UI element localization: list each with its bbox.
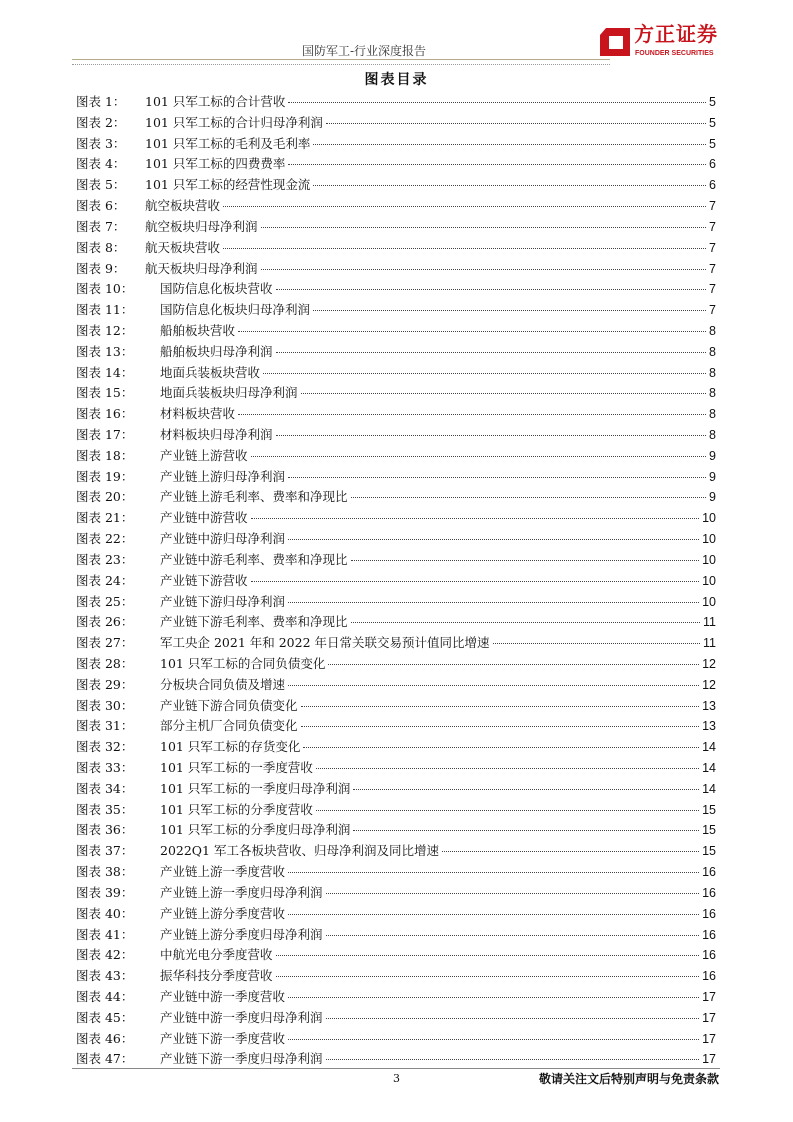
toc-entry[interactable] bbox=[76, 364, 716, 385]
dot-leader bbox=[288, 164, 706, 165]
toc-entry-label: 图表 46： bbox=[76, 1030, 134, 1046]
toc-entry-title: 101 只军工标的一季度营收 bbox=[160, 760, 313, 775]
toc-entry-title: 产业链中游归母净利润 bbox=[160, 531, 286, 547]
toc-entry[interactable] bbox=[76, 863, 716, 884]
toc-entry-label: 图表 20： bbox=[76, 489, 134, 505]
toc-entry-label: 图表 36： bbox=[76, 822, 134, 838]
toc-entry-label: 图表 22： bbox=[76, 531, 134, 547]
dot-leader bbox=[288, 685, 699, 686]
toc-entry-label: 图表 29： bbox=[76, 676, 134, 692]
toc-entry-label: 图表 34： bbox=[76, 780, 134, 796]
toc-entry-page: 14 bbox=[702, 781, 716, 796]
toc-entry-label: 图表 25： bbox=[76, 593, 134, 609]
toc-entry[interactable] bbox=[76, 447, 716, 468]
toc-entry-page: 10 bbox=[702, 511, 716, 526]
toc-entry-label: 图表 8： bbox=[76, 239, 126, 255]
toc-entry-title: 分板块合同负债及增速 bbox=[160, 676, 286, 692]
dot-leader bbox=[301, 706, 700, 707]
toc-entry-page: 9 bbox=[709, 469, 716, 484]
toc-entry-page: 13 bbox=[702, 698, 716, 713]
dot-leader bbox=[351, 622, 701, 623]
toc-entry-label: 图表 2： bbox=[76, 114, 126, 130]
toc-entry-title: 军工央企 2021 年和 2022 年日常关联交易预计值同比增速 bbox=[160, 635, 490, 651]
toc-entry-title: 产业链中游毛利率、费率和净现比 bbox=[160, 551, 348, 567]
toc-entry-page: 13 bbox=[702, 719, 716, 734]
toc-entry-page: 16 bbox=[702, 927, 716, 942]
toc-entry-label: 图表 3： bbox=[76, 135, 126, 151]
toc-entry-title: 101 只军工标的经营性现金流 bbox=[145, 177, 311, 193]
dot-leader bbox=[326, 123, 706, 124]
toc-entry[interactable] bbox=[76, 593, 716, 614]
toc-entry[interactable] bbox=[76, 842, 716, 863]
toc-entry-title: 产业链上游分季度营收 bbox=[160, 905, 286, 921]
toc-entry-label: 图表 16： bbox=[76, 406, 134, 422]
toc-entry[interactable] bbox=[76, 468, 716, 489]
dot-leader bbox=[223, 248, 706, 249]
toc-entry-page: 8 bbox=[709, 386, 716, 401]
dot-leader bbox=[288, 1039, 699, 1040]
toc-entry-label: 图表 17： bbox=[76, 427, 134, 442]
toc-entry[interactable] bbox=[76, 218, 716, 239]
toc-entry[interactable] bbox=[76, 738, 716, 759]
toc-entry[interactable] bbox=[76, 697, 716, 718]
dot-leader bbox=[251, 518, 700, 519]
toc-entry-title: 101 只军工标的分季度营收 bbox=[160, 801, 313, 817]
toc-entry-page: 16 bbox=[702, 865, 716, 880]
toc-entry-label: 图表 24： bbox=[76, 572, 134, 588]
toc-entry-label: 图表 23： bbox=[76, 551, 134, 567]
dot-leader bbox=[276, 289, 707, 290]
toc-entry-title: 船舶板块归母净利润 bbox=[160, 343, 273, 359]
dot-leader bbox=[288, 872, 699, 873]
logo-en-text: FOUNDER SECURITIES bbox=[635, 50, 714, 57]
toc-entry-page: 15 bbox=[702, 802, 716, 817]
toc-entry[interactable] bbox=[76, 114, 716, 135]
toc-entry-title: 101 只军工标的存货变化 bbox=[160, 739, 301, 755]
toc-entry[interactable] bbox=[76, 926, 716, 947]
toc-entry-label: 图表 27： bbox=[76, 635, 134, 651]
toc-entry-page: 8 bbox=[709, 323, 716, 338]
toc-entry-page: 10 bbox=[702, 552, 716, 567]
toc-entry-label: 图表 11： bbox=[76, 302, 134, 318]
toc-entry-title: 国防信息化板块营收 bbox=[160, 281, 273, 297]
dot-leader bbox=[303, 747, 699, 748]
toc-entry-page: 8 bbox=[709, 365, 716, 380]
toc-entry[interactable] bbox=[76, 93, 716, 114]
toc-entry-page: 10 bbox=[702, 573, 716, 588]
toc-entry-page: 10 bbox=[702, 532, 716, 547]
toc-entry-label: 图表 5： bbox=[76, 177, 126, 193]
dot-leader bbox=[313, 144, 706, 145]
toc-entry-page: 9 bbox=[709, 448, 716, 463]
toc-entry-title: 产业链下游一季度归母净利润 bbox=[160, 1051, 323, 1067]
toc-entry[interactable] bbox=[76, 1009, 716, 1030]
toc-entry-title: 产业链上游分季度归母净利润 bbox=[160, 926, 323, 942]
dot-leader bbox=[238, 414, 706, 415]
toc-entry[interactable] bbox=[76, 967, 716, 988]
dot-leader bbox=[493, 643, 700, 644]
dot-leader bbox=[276, 352, 707, 353]
toc-entry-title: 产业链下游毛利率、费率和净现比 bbox=[160, 614, 348, 630]
dot-leader bbox=[288, 997, 699, 998]
toc-entry[interactable] bbox=[76, 280, 716, 301]
toc-entry-label: 图表 14： bbox=[76, 364, 134, 380]
toc-entry-label: 图表 35： bbox=[76, 801, 134, 817]
toc-entry-title: 航天板块营收 bbox=[145, 239, 221, 255]
toc-entry[interactable] bbox=[76, 322, 716, 343]
toc-entry-page: 8 bbox=[709, 407, 716, 422]
dot-leader bbox=[261, 269, 707, 270]
toc-entry[interactable] bbox=[76, 530, 716, 551]
toc-entry-page: 7 bbox=[709, 261, 716, 276]
toc-entry[interactable] bbox=[76, 343, 716, 364]
toc-entry-label: 图表 33： bbox=[76, 760, 134, 775]
dot-leader bbox=[326, 935, 700, 936]
toc-entry-title: 产业链上游一季度归母净利润 bbox=[160, 884, 323, 900]
toc-entry-title: 国防信息化板块归母净利润 bbox=[160, 302, 311, 318]
toc-entry-page: 11 bbox=[703, 636, 716, 651]
dot-leader bbox=[263, 373, 706, 374]
toc-entry[interactable] bbox=[76, 613, 716, 634]
dot-leader bbox=[313, 310, 706, 311]
toc-entry-label: 图表 1： bbox=[76, 94, 126, 109]
toc-entry-title: 产业链中游营收 bbox=[160, 510, 248, 526]
toc-entry-page: 16 bbox=[702, 969, 716, 984]
toc-entry[interactable] bbox=[76, 405, 716, 426]
toc-entry-title: 产业链下游营收 bbox=[160, 572, 248, 588]
toc-entry[interactable] bbox=[76, 717, 716, 738]
dot-leader bbox=[276, 955, 700, 956]
dot-leader bbox=[313, 185, 706, 186]
logo-mark-icon bbox=[600, 28, 630, 56]
toc-entry-label: 图表 37： bbox=[76, 843, 134, 859]
toc-entry-label: 图表 18： bbox=[76, 447, 134, 463]
toc-entry[interactable] bbox=[76, 1030, 716, 1051]
toc-entry-page: 8 bbox=[709, 428, 716, 442]
toc-entry[interactable] bbox=[76, 676, 716, 697]
toc-entry[interactable] bbox=[76, 759, 716, 780]
toc-entry-title: 中航光电分季度营收 bbox=[160, 947, 273, 963]
toc-entry[interactable] bbox=[76, 155, 716, 176]
toc-entry[interactable] bbox=[76, 801, 716, 822]
toc-entry-title: 产业链下游合同负债变化 bbox=[160, 697, 298, 713]
toc-entry-title: 航空板块归母净利润 bbox=[145, 218, 258, 234]
table-of-figures bbox=[76, 93, 716, 1071]
report-title: 国防军工-行业深度报告 bbox=[302, 44, 427, 58]
toc-entry-page: 9 bbox=[709, 490, 716, 505]
dot-leader bbox=[301, 726, 700, 727]
dot-leader bbox=[238, 331, 706, 332]
dot-leader bbox=[223, 206, 706, 207]
toc-entry-page: 15 bbox=[702, 823, 716, 838]
toc-entry-page: 7 bbox=[709, 240, 716, 255]
toc-entry-page: 12 bbox=[702, 677, 716, 692]
toc-entry[interactable] bbox=[76, 488, 716, 509]
toc-entry[interactable] bbox=[76, 135, 716, 156]
dot-leader bbox=[353, 830, 699, 831]
toc-entry-title: 101 只军工标的毛利及毛利率 bbox=[145, 135, 311, 151]
dot-leader bbox=[316, 810, 699, 811]
toc-entry-page: 15 bbox=[702, 844, 716, 859]
founder-securities-logo bbox=[600, 22, 725, 58]
toc-entry-title: 101 只军工标的合计归母净利润 bbox=[145, 114, 323, 130]
toc-entry[interactable] bbox=[76, 384, 716, 405]
dot-leader bbox=[316, 768, 699, 769]
toc-entry-title: 产业链上游归母净利润 bbox=[160, 468, 286, 484]
toc-entry[interactable] bbox=[76, 905, 716, 926]
page-number: 3 bbox=[393, 1072, 400, 1085]
toc-entry-page: 14 bbox=[702, 761, 716, 775]
toc-entry-title: 振华科技分季度营收 bbox=[160, 968, 273, 984]
toc-entry[interactable] bbox=[76, 655, 716, 676]
toc-entry-page: 16 bbox=[702, 885, 716, 900]
toc-entry-page: 17 bbox=[702, 1031, 716, 1046]
toc-entry-label: 图表 47： bbox=[76, 1051, 134, 1067]
dot-leader bbox=[326, 1059, 700, 1060]
toc-entry-title: 产业链下游一季度营收 bbox=[160, 1030, 286, 1046]
toc-entry-page: 14 bbox=[702, 740, 716, 755]
dot-leader bbox=[326, 1018, 700, 1019]
toc-entry-page: 17 bbox=[702, 1010, 716, 1025]
dot-leader bbox=[353, 789, 699, 790]
toc-entry-label: 图表 30： bbox=[76, 697, 134, 713]
dot-leader bbox=[288, 477, 706, 478]
toc-entry-label: 图表 32： bbox=[76, 739, 134, 755]
toc-entry[interactable] bbox=[76, 176, 716, 197]
toc-entry[interactable] bbox=[76, 197, 716, 218]
toc-entry-label: 图表 28： bbox=[76, 655, 134, 671]
toc-entry-title: 产业链上游毛利率、费率和净现比 bbox=[160, 489, 348, 505]
toc-entry-label: 图表 19： bbox=[76, 468, 134, 484]
toc-entry[interactable] bbox=[76, 572, 716, 593]
dot-leader bbox=[276, 435, 707, 436]
toc-entry-label: 图表 43： bbox=[76, 968, 134, 984]
toc-entry-label: 图表 7： bbox=[76, 218, 126, 234]
toc-entry-label: 图表 15： bbox=[76, 385, 134, 401]
toc-entry-page: 5 bbox=[709, 115, 716, 130]
toc-entry-label: 图表 9： bbox=[76, 260, 126, 276]
toc-entry[interactable] bbox=[76, 239, 716, 260]
toc-entry[interactable] bbox=[76, 509, 716, 530]
toc-entry-title: 101 只军工标的一季度归母净利润 bbox=[160, 780, 351, 796]
toc-entry-title: 101 只军工标的四费费率 bbox=[145, 156, 286, 172]
toc-entry[interactable] bbox=[76, 780, 716, 801]
header-dotted-divider bbox=[72, 64, 610, 65]
toc-entry-page: 7 bbox=[709, 219, 716, 234]
toc-entry-page: 6 bbox=[709, 178, 716, 193]
toc-entry-label: 图表 31： bbox=[76, 718, 134, 734]
dot-leader bbox=[251, 581, 700, 582]
dot-leader bbox=[326, 893, 700, 894]
toc-entry-title: 产业链上游营收 bbox=[160, 447, 248, 463]
header-divider bbox=[72, 59, 610, 60]
toc-entry[interactable] bbox=[76, 946, 716, 967]
dot-leader bbox=[288, 539, 699, 540]
toc-entry-page: 16 bbox=[702, 948, 716, 963]
toc-entry-label: 图表 4： bbox=[76, 156, 126, 172]
toc-entry[interactable] bbox=[76, 884, 716, 905]
toc-entry-title: 2022Q1 军工各板块营收、归母净利润及同比增速 bbox=[160, 843, 439, 859]
toc-entry-page: 12 bbox=[702, 656, 716, 671]
toc-entry-title: 航天板块归母净利润 bbox=[145, 260, 258, 276]
toc-entry[interactable] bbox=[76, 260, 716, 281]
toc-entry[interactable] bbox=[76, 301, 716, 322]
toc-entry-title: 101 只军工标的分季度归母净利润 bbox=[160, 822, 351, 838]
toc-entry-title: 101 只军工标的合计营收 bbox=[145, 94, 286, 109]
toc-title: 图表目录 bbox=[364, 72, 429, 88]
footer-divider bbox=[72, 1068, 720, 1069]
toc-entry-page: 7 bbox=[709, 282, 716, 297]
toc-entry-label: 图表 12： bbox=[76, 322, 134, 338]
toc-entry[interactable] bbox=[76, 988, 716, 1009]
toc-entry-page: 10 bbox=[702, 594, 716, 609]
toc-entry[interactable] bbox=[76, 551, 716, 572]
toc-entry-page: 6 bbox=[709, 157, 716, 172]
dot-leader bbox=[288, 914, 699, 915]
dot-leader bbox=[328, 664, 699, 665]
toc-entry-title: 产业链中游一季度营收 bbox=[160, 988, 286, 1004]
dot-leader bbox=[351, 497, 707, 498]
toc-entry-page: 8 bbox=[709, 344, 716, 359]
toc-entry-title: 产业链下游归母净利润 bbox=[160, 593, 286, 609]
toc-entry-page: 7 bbox=[709, 199, 716, 214]
toc-entry-label: 图表 41： bbox=[76, 926, 134, 942]
toc-entry[interactable] bbox=[76, 821, 716, 842]
toc-entry[interactable] bbox=[76, 634, 716, 655]
toc-entry-title: 101 只军工标的合同负债变化 bbox=[160, 655, 326, 671]
toc-entry-label: 图表 44： bbox=[76, 988, 134, 1004]
toc-entry-label: 图表 42： bbox=[76, 947, 134, 963]
dot-leader bbox=[288, 602, 699, 603]
toc-entry-label: 图表 40： bbox=[76, 905, 134, 921]
toc-entry-label: 图表 21： bbox=[76, 510, 134, 526]
toc-entry-label: 图表 26： bbox=[76, 614, 134, 630]
toc-entry-page: 5 bbox=[709, 136, 716, 151]
toc-entry-title: 部分主机厂合同负债变化 bbox=[160, 718, 298, 734]
toc-entry-title: 地面兵装板块归母净利润 bbox=[160, 385, 298, 401]
toc-entry-label: 图表 13： bbox=[76, 343, 134, 359]
dot-leader bbox=[288, 102, 706, 103]
dot-leader bbox=[276, 976, 700, 977]
dot-leader bbox=[442, 851, 699, 852]
dot-leader bbox=[261, 227, 707, 228]
logo-cn-text: 方正证券 bbox=[634, 22, 718, 46]
toc-entry-page: 11 bbox=[703, 615, 716, 630]
toc-entry-title: 产业链上游一季度营收 bbox=[160, 864, 286, 880]
toc-entry-label: 图表 38： bbox=[76, 864, 134, 880]
toc-entry-page: 17 bbox=[702, 989, 716, 1004]
toc-entry-page: 7 bbox=[709, 303, 716, 318]
toc-entry-label: 图表 45： bbox=[76, 1009, 134, 1025]
toc-entry-title: 航空板块营收 bbox=[145, 198, 221, 214]
toc-entry[interactable] bbox=[76, 426, 716, 447]
toc-entry-label: 图表 6： bbox=[76, 198, 126, 214]
dot-leader bbox=[251, 456, 707, 457]
toc-entry-page: 5 bbox=[709, 95, 716, 109]
dot-leader bbox=[351, 560, 700, 561]
toc-entry-title: 材料板块归母净利润 bbox=[160, 427, 273, 442]
dot-leader bbox=[301, 393, 707, 394]
toc-entry-title: 材料板块营收 bbox=[160, 406, 236, 422]
toc-entry-title: 地面兵装板块营收 bbox=[160, 364, 261, 380]
toc-entry-label: 图表 39： bbox=[76, 884, 134, 900]
toc-entry-title: 船舶板块营收 bbox=[160, 322, 236, 338]
toc-entry-label: 图表 10： bbox=[76, 281, 134, 297]
toc-entry-title: 产业链中游一季度归母净利润 bbox=[160, 1009, 323, 1025]
toc-entry-page: 16 bbox=[702, 906, 716, 921]
toc-entry-page: 17 bbox=[702, 1052, 716, 1067]
disclaimer-notice: 敬请关注文后特别声明与免责条款 bbox=[538, 1072, 719, 1086]
